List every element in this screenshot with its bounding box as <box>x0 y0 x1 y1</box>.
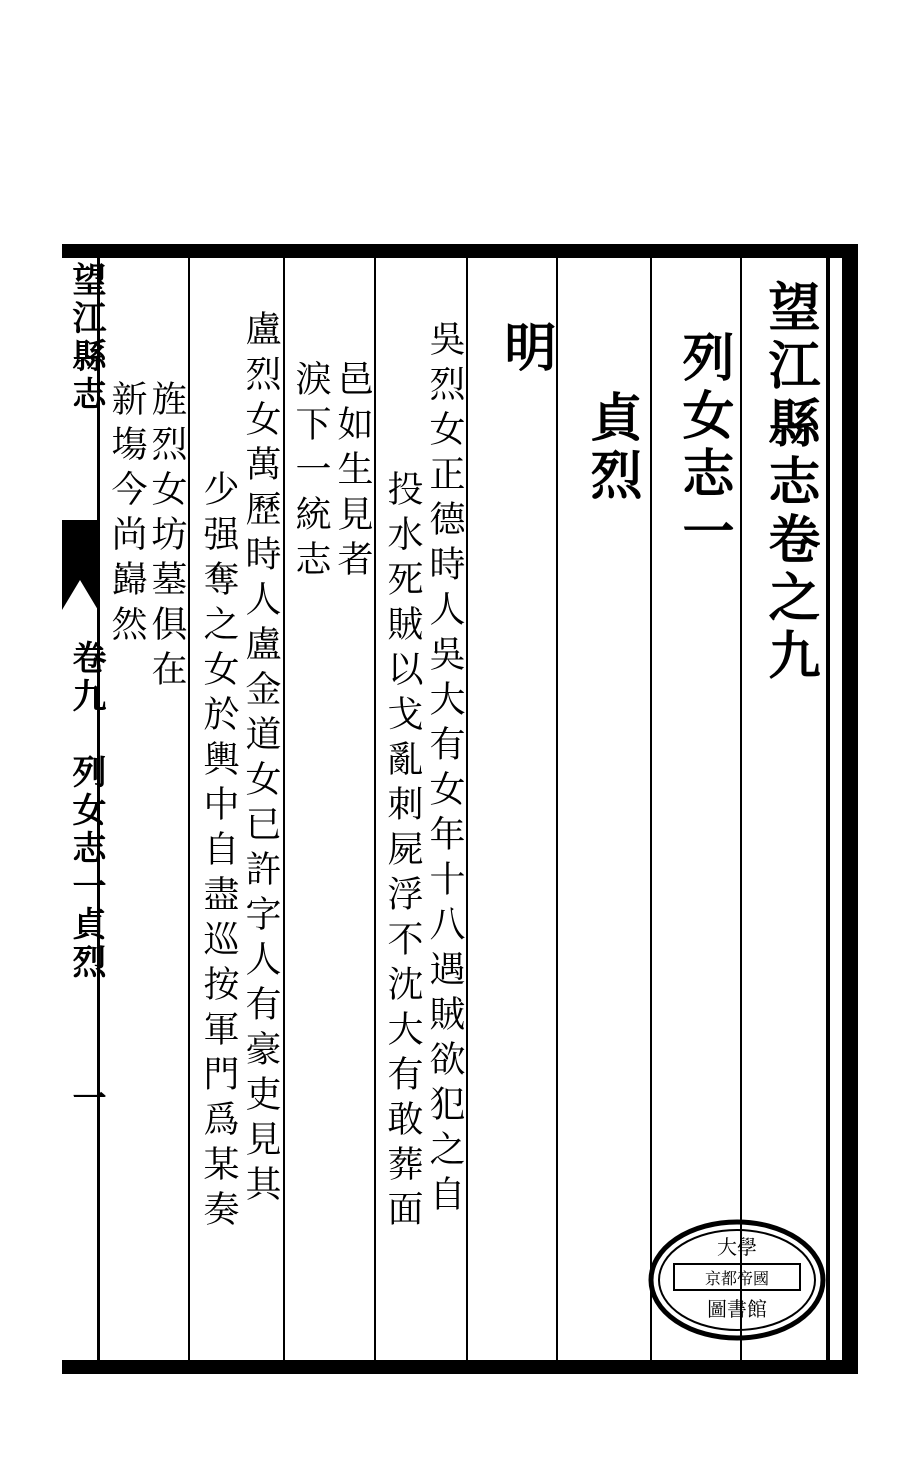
section-title: 列女志一 <box>673 330 734 562</box>
entry-text-line: 新塲今尚巋然 <box>106 380 147 650</box>
margin-page-number: 一 <box>66 1080 106 1118</box>
entry-text-line: 淚下一統志 <box>290 360 331 585</box>
subsection-heading: 貞烈 <box>581 390 642 506</box>
column-divider <box>650 258 652 1360</box>
frame-top-border <box>62 244 858 258</box>
volume-title: 望江縣志卷之九 <box>759 280 820 686</box>
frame-bottom-border <box>62 1360 858 1374</box>
entry-text-line: 吳烈女正德時人吳大有女年十八遇賊欲犯之自 <box>424 320 465 1220</box>
column-divider <box>466 258 468 1360</box>
entry-text-line: 投水死賊以戈亂刺屍浮不沈大有敢葬面 <box>382 470 423 1235</box>
entry-text-line: 少强奪之女於輿中自盡巡按軍門爲某奏 <box>198 470 239 1235</box>
frame-right-border <box>842 244 858 1374</box>
margin-title: 望江縣志 <box>66 262 106 414</box>
column-divider <box>188 258 190 1360</box>
fishtail-ornament-icon <box>62 520 98 610</box>
margin-chapter: 卷九 列女志一貞烈 <box>66 640 106 982</box>
entry-text-line: 邑如生見者 <box>332 360 373 585</box>
entry-text-line: 旌烈女坊墓俱在 <box>146 380 187 695</box>
entry-text-line: 盧烈女萬歷時人盧金道女已許字人有豪吏見其 <box>240 310 281 1210</box>
svg-text:圖書館: 圖書館 <box>707 1297 767 1321</box>
svg-text:大學: 大學 <box>717 1235 757 1259</box>
column-divider <box>283 258 285 1360</box>
dynasty-heading: 明 <box>495 320 556 378</box>
library-seal-stamp <box>646 1218 828 1342</box>
column-divider <box>374 258 376 1360</box>
column-divider <box>556 258 558 1360</box>
svg-text:京都帝國: 京都帝國 <box>704 1269 770 1288</box>
